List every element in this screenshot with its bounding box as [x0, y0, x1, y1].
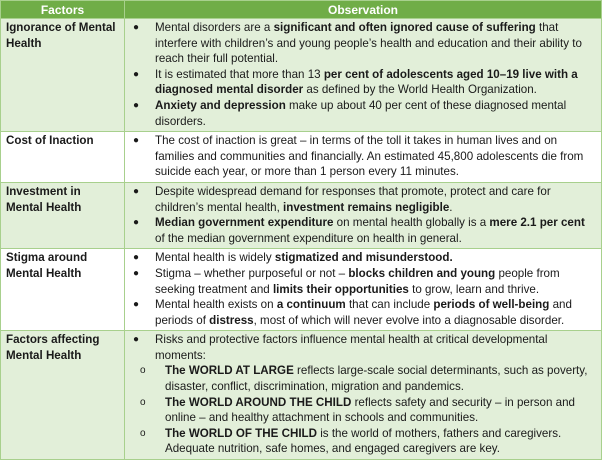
table-row	[1, 132, 602, 183]
text: that interfere with children’s and young people’s health and education and their ability to reach their full potential.	[155, 21, 582, 66]
hollow-bullet-icon: o	[140, 365, 146, 377]
bold-text: investment remains negligible	[283, 200, 450, 214]
text: of the median government expenditure on health in general.	[155, 231, 462, 245]
bullet-icon: ●	[133, 22, 140, 33]
bullet-item	[130, 250, 597, 266]
table-row	[1, 182, 602, 248]
bold-text: The WORLD AROUND THE CHILD	[165, 395, 352, 409]
text: that can include	[345, 298, 434, 312]
text: It is estimated that more than 13	[155, 67, 324, 81]
text: make up about 40 per cent of these diagnosed mental disorders.	[155, 98, 567, 128]
observation-cell	[125, 249, 602, 331]
text: Mental disorders are a	[155, 21, 274, 34]
text: Despite widespread demand for responses that promote, protect and care for children’s mental health,	[155, 184, 551, 214]
observation-list	[130, 332, 597, 457]
bullet-item	[130, 98, 597, 129]
bold-text: a continuum	[276, 298, 346, 312]
hollow-bullet-icon: o	[140, 396, 146, 408]
factor-cell: Factors affecting Mental Health	[1, 331, 125, 460]
text: , most of which will never evolve into a diagnosable disorder.	[253, 313, 565, 327]
text: The cost of inaction is great – in terms of the toll it takes in human lives and on families and communities and financially. An estimated 45,800 adolescents die from suicide each year, or more than 1 person every 11 minutes.	[155, 134, 584, 179]
factor-cell: Ignorance of Mental Health	[1, 19, 125, 132]
observation-list	[130, 133, 597, 180]
sub-bullet-item	[130, 426, 597, 457]
bullet-icon: ●	[133, 267, 140, 279]
text: on mental health globally is a	[333, 216, 490, 230]
bullet-icon: ●	[133, 217, 140, 229]
bullet-item	[130, 266, 597, 297]
table-header-row	[1, 1, 602, 19]
bold-text: blocks children and young	[348, 266, 496, 280]
factor-cell: Stigma around Mental Health	[1, 249, 125, 331]
text: and periods of	[155, 298, 572, 327]
text: reflects large-scale social determinants, such as poverty, disaster, conflict, discrimination, migration and pandemics.	[165, 364, 588, 394]
hollow-bullet-icon: o	[140, 427, 146, 439]
text: Risks and protective factors influence mental health at critical developmental moments:	[155, 333, 548, 362]
observation-cell	[125, 132, 602, 183]
bullet-icon: ●	[133, 99, 140, 111]
text: people from seeking treatment and	[155, 266, 560, 296]
table-row	[1, 19, 602, 132]
table-row	[1, 249, 602, 331]
bullet-icon: ●	[133, 185, 140, 197]
sub-bullet-item	[130, 363, 597, 394]
text: reflects safety and security – in person and online – and healthy attachment in schools and communities.	[165, 395, 575, 425]
observation-cell	[125, 182, 602, 248]
bullet-item	[130, 20, 597, 67]
text: is the world of mothers, fathers and caregivers. Adequate nutrition, safe homes, and engaged caregivers are key.	[165, 426, 562, 456]
bullet-icon: ●	[133, 334, 140, 346]
text: Mental health exists on	[155, 298, 277, 312]
text: Stigma – whether purposeful or not –	[155, 266, 349, 280]
bullet-icon: ●	[133, 299, 140, 311]
bullet-item	[130, 67, 597, 98]
bold-text: The WORLD AT LARGE	[165, 364, 294, 378]
bold-text: significant and often ignored cause of suffering	[273, 21, 536, 34]
bold-text: Median government expenditure	[155, 216, 334, 230]
bold-text: limits their opportunities	[272, 282, 409, 296]
observation-list	[130, 184, 597, 246]
header-factors: Factors	[1, 1, 125, 19]
observation-cell	[125, 331, 602, 460]
bold-text: stigmatized and misunderstood.	[274, 251, 453, 265]
factor-cell: Cost of Inaction	[1, 132, 125, 183]
observation-cell	[125, 19, 602, 132]
bullet-item	[130, 184, 597, 215]
bullet-icon: ●	[133, 135, 140, 147]
factor-cell: Investment in Mental Health	[1, 182, 125, 248]
bold-text: mere 2.1 per cent	[489, 216, 585, 230]
bold-text: The WORLD OF THE CHILD	[165, 426, 317, 440]
text: Mental health is widely	[155, 251, 275, 265]
text: .	[449, 200, 453, 214]
bullet-item	[130, 332, 597, 363]
observation-list	[130, 20, 597, 129]
bold-text: distress	[209, 313, 254, 327]
header-observation: Observation	[125, 1, 602, 19]
text: to grow, learn and thrive.	[408, 282, 540, 296]
bullet-item	[130, 133, 597, 180]
bold-text: Anxiety and depression	[155, 98, 286, 112]
bullet-icon: ●	[133, 68, 140, 80]
bold-text: per cent of adolescents aged 10–19 live with a diagnosed mental disorder	[155, 67, 578, 97]
observation-list	[130, 250, 597, 328]
table-row	[1, 331, 602, 460]
text: as defined by the World Health Organization.	[303, 83, 537, 97]
bold-text: periods of well-being	[433, 298, 550, 312]
bullet-icon: ●	[133, 252, 140, 264]
bullet-item	[130, 297, 597, 328]
bullet-item	[130, 215, 597, 246]
sub-bullet-item	[130, 395, 597, 426]
